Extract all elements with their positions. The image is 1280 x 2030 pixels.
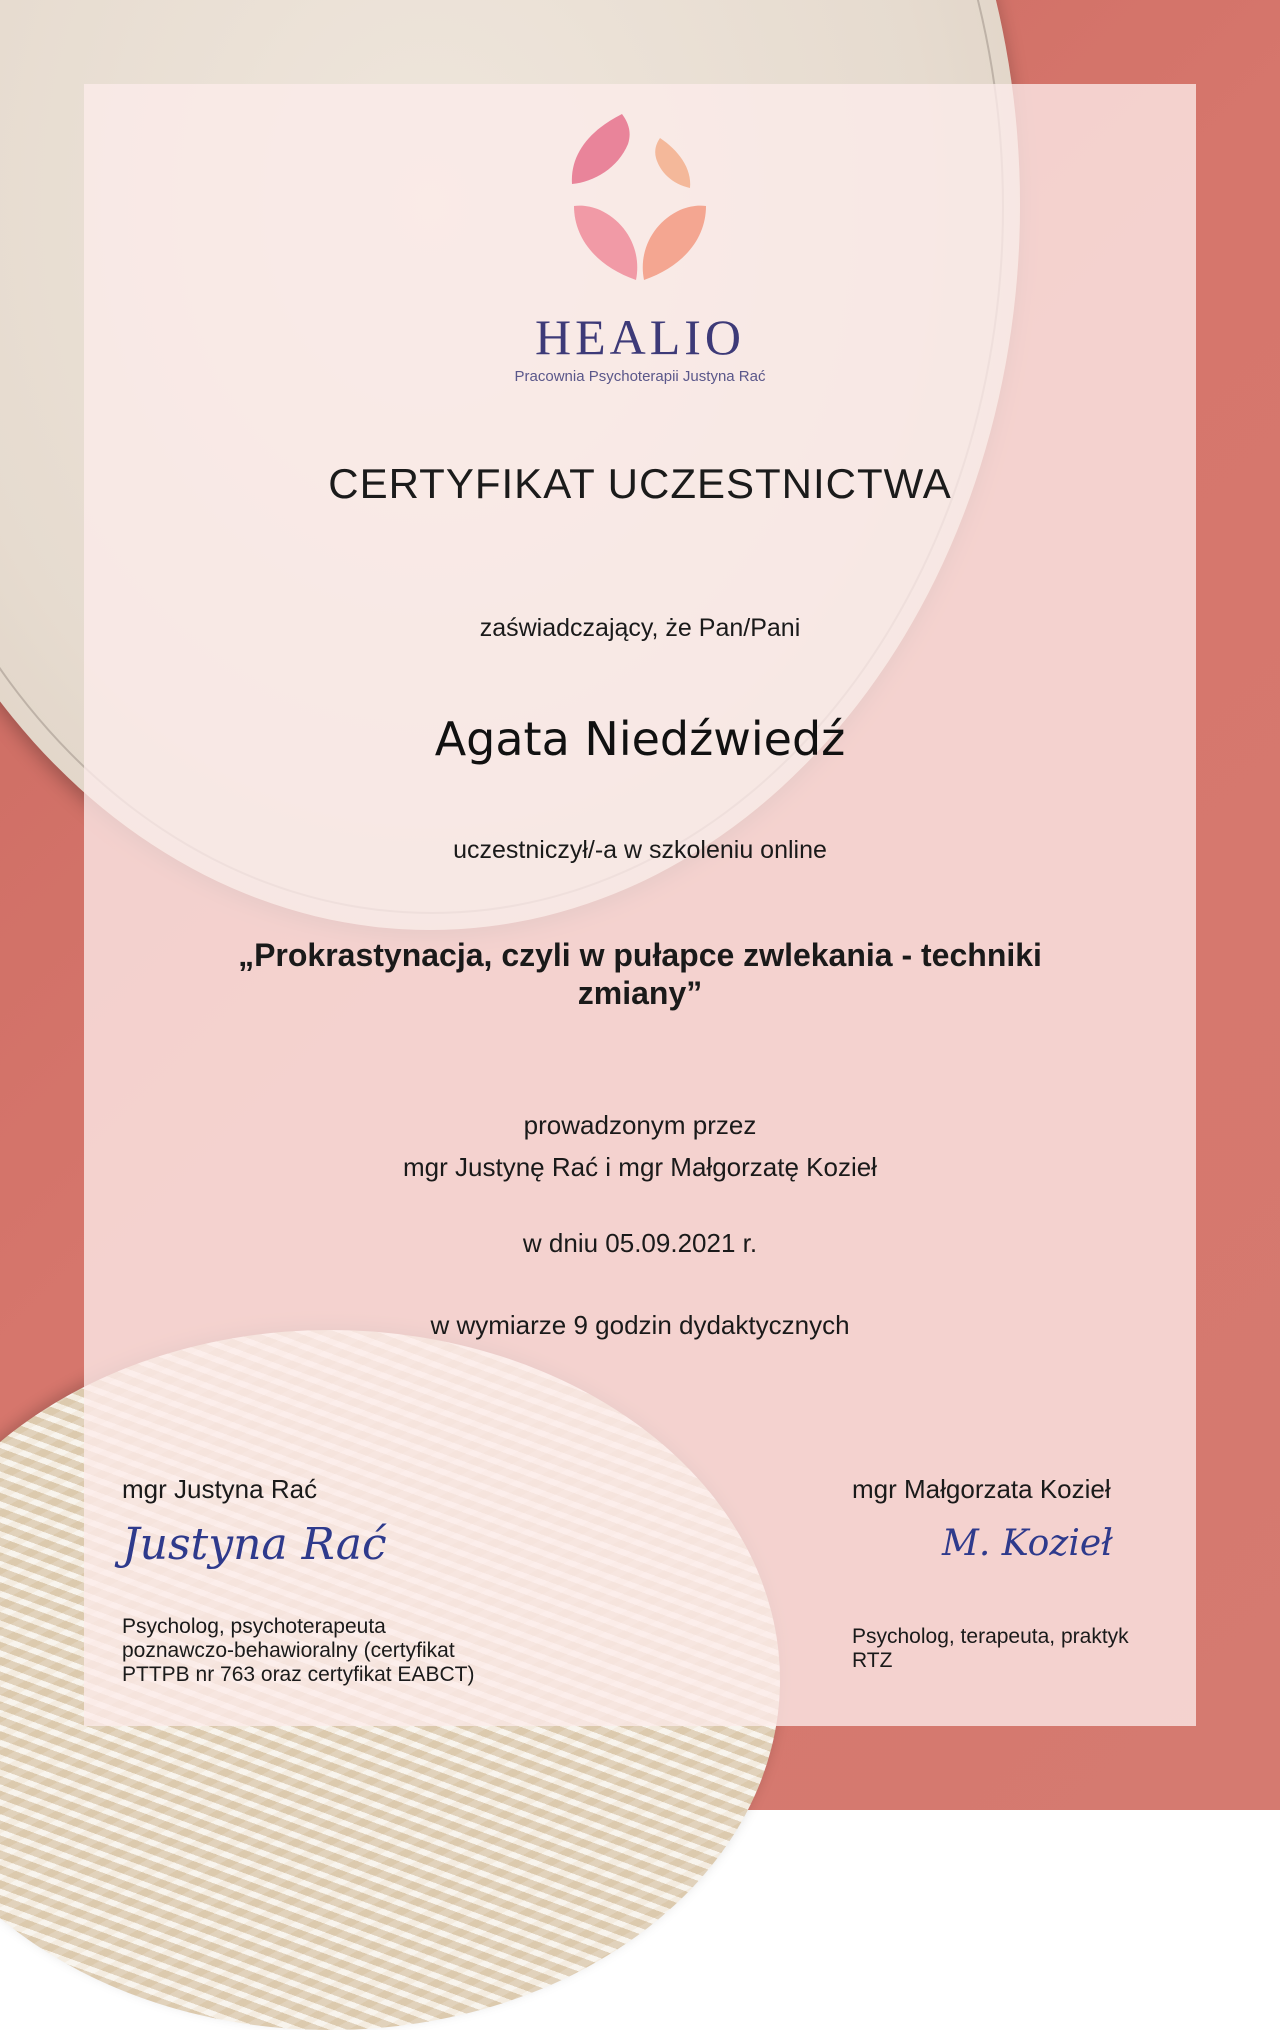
signer-role-left: Psycholog, psychoterapeuta poznawczo-behawioralny (certyfikat PTTPB nr 763 oraz certyfikat EABCT) — [122, 1615, 475, 1686]
led-by-label: prowadzonym przez — [523, 1110, 757, 1140]
led-by — [84, 1104, 1196, 1188]
attendance-text: uczestniczył/-a w szkoleniu online — [453, 836, 827, 864]
course-title: „Prokrastynacja, czyli w pułapce zwlekania - techniki zmiany” — [238, 937, 1042, 1011]
handwritten-signature-left: Justyna Rać — [122, 1519, 387, 1570]
signer-name-left: mgr Justyna Rać — [122, 1474, 318, 1504]
participant-name: Agata Niedźwiedź — [434, 712, 846, 766]
signature-block-right — [852, 1474, 1192, 1673]
brand-subtitle: Pracownia Psychoterapii Justyna Rać — [514, 368, 766, 385]
certificate-intro: zaświadczający, że Pan/Pani — [479, 614, 801, 642]
signer-name-right: mgr Małgorzata Kozieł — [852, 1474, 1111, 1504]
handwritten-signature-right: M. Kozieł — [942, 1523, 1113, 1564]
course-hours: w wymiarze 9 godzin dydaktycznych — [430, 1310, 850, 1340]
certificate-title: CERTYFIKAT UCZESTNICTWA — [328, 460, 952, 507]
signature-block-left — [122, 1474, 602, 1687]
signer-role-right: Psycholog, terapeuta, praktyk RTZ — [852, 1625, 1129, 1672]
led-by-names: mgr Justynę Rać i mgr Małgorzatę Kozieł — [403, 1152, 877, 1182]
healio-logo-icon — [560, 110, 720, 290]
course-date: w dniu 05.09.2021 r. — [522, 1228, 758, 1258]
brand-name: HEALIO — [534, 309, 746, 365]
